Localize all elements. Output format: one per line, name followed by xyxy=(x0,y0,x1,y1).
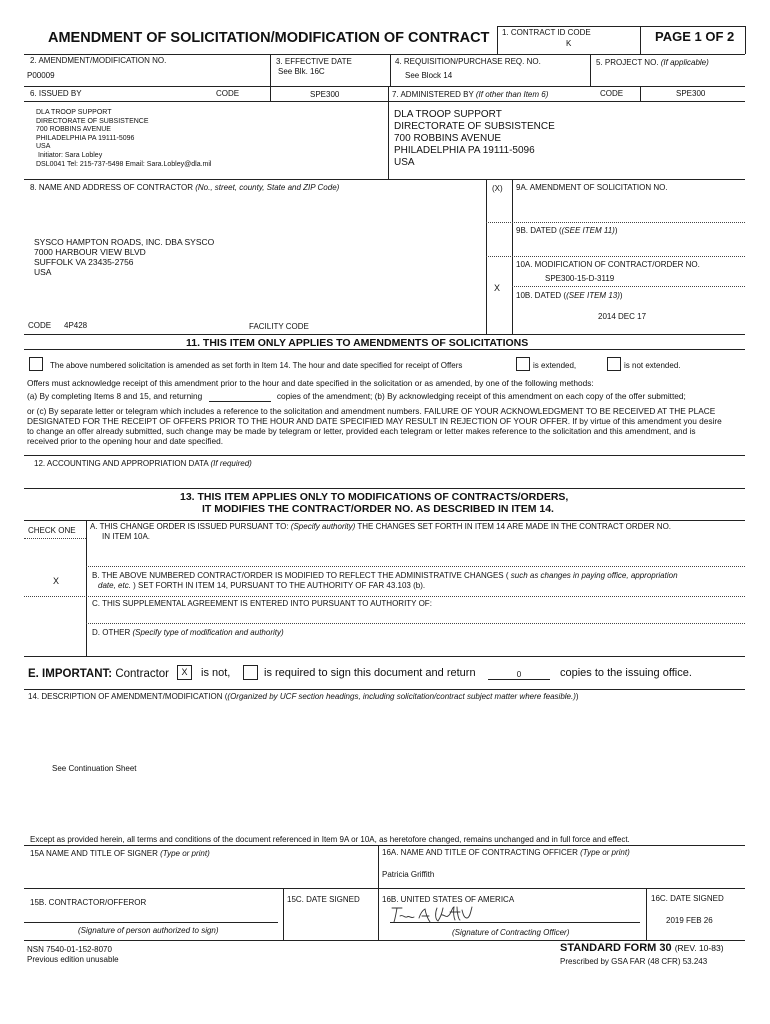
block-9a-label: 9A. AMENDMENT OF SOLICITATION NO. xyxy=(516,183,668,192)
is-not-checkbox[interactable]: X xyxy=(177,665,192,680)
item-13b-line-1: B. THE ABOVE NUMBERED CONTRACT/ORDER IS MODIFIED TO REFLECT THE ADMINISTRATIVE CHANGES ( such as changes in paying office, appropriation xyxy=(92,571,678,580)
extended-checkbox[interactable] xyxy=(516,357,530,371)
officer-date-signed-label: 16C. DATE SIGNED xyxy=(651,894,724,903)
contractor-address: SYSCO HAMPTON ROADS, INC. DBA SYSCO 7000 HARBOUR VIEW BLVD SUFFOLK VA 23435-2756 USA xyxy=(34,237,215,277)
item-13d-label: D. OTHER (Specify type of modification and authority) xyxy=(92,628,284,637)
except-statement: Except as provided herein, all terms and conditions of the document referenced in Item 9A or 10A, as heretofore changed, remains unchanged and in full force and effect. xyxy=(30,835,630,844)
item-13c-label: C. THIS SUPPLEMENTAL AGREEMENT IS ENTERED INTO PURSUANT TO AUTHORITY OF: xyxy=(92,599,432,608)
item-13b-line-2: date, etc. ) SET FORTH IN ITEM 14, PURSUANT TO THE AUTHORITY OF FAR 43.103 (b). xyxy=(98,581,426,590)
item-13a-line-2: IN ITEM 10A. xyxy=(102,532,151,541)
contractor-code-value: 4P428 xyxy=(64,321,88,330)
officer-signature-caption: (Signature of Contracting Officer) xyxy=(452,928,570,937)
effective-date-value: See Blk. 16C xyxy=(278,67,325,76)
amendment-no-value: P00009 xyxy=(27,71,55,80)
contract-id-value: K xyxy=(566,39,572,48)
contractor-signature-caption: (Signature of person authorized to sign) xyxy=(78,926,219,935)
contractor-code-label: CODE xyxy=(28,321,52,330)
item-11-checkbox[interactable] xyxy=(29,357,43,371)
project-no-label: 5. PROJECT NO. (If applicable) xyxy=(596,58,709,67)
requisition-label: 4. REQUISITION/PURCHASE REQ. NO. xyxy=(395,57,541,66)
copies-count[interactable]: 0 xyxy=(488,670,550,680)
officer-signature xyxy=(388,904,484,926)
x-column-label: (X) xyxy=(492,184,503,193)
item-13b-x-mark: X xyxy=(53,576,60,586)
accounting-data-label: 12. ACCOUNTING AND APPROPRIATION DATA (If required) xyxy=(34,459,252,468)
not-extended-label: is not extended. xyxy=(624,361,681,370)
signer-name-label: 15A NAME AND TITLE OF SIGNER (Type or print) xyxy=(30,849,210,858)
issued-by-label: 6. ISSUED BY xyxy=(30,89,82,98)
previous-edition-note: Previous edition unusable xyxy=(27,955,119,964)
item-13a-line-1: A. THIS CHANGE ORDER IS ISSUED PURSUANT TO: (Specify authority) THE CHANGES SET FORTH IN ITEM 14 ARE MADE IN THE CONTRACT ORDER NO. xyxy=(90,522,672,531)
issued-by-address: DLA TROOP SUPPORT DIRECTORATE OF SUBSISTENCE 700 ROBBINS AVENUE PHILADELPHIA PA 19111-5096 USA Initiator: Sara Lobley DSL0041 Tel: 215-737-5498 Email: Sara.Lobley@dla.mil xyxy=(36,109,212,168)
officer-name-label: 16A. NAME AND TITLE OF CONTRACTING OFFICER (Type or print) xyxy=(382,848,630,857)
block-10a-label: 10A. MODIFICATION OF CONTRACT/ORDER NO. xyxy=(516,260,700,269)
page-number: PAGE 1 OF 2 xyxy=(655,29,735,44)
amendment-no-label: 2. AMENDMENT/MODIFICATION NO. xyxy=(30,56,167,65)
item-11-title: 11. THIS ITEM ONLY APPLIES TO AMENDMENTS OF SOLICITATIONS xyxy=(186,337,529,349)
block-10b-label: 10B. DATED ((SEE ITEM 13)) xyxy=(516,291,623,300)
form-title: AMENDMENT OF SOLICITATION/MODIFICATION OF CONTRACT xyxy=(48,30,490,46)
administered-by-address: DLA TROOP SUPPORT DIRECTORATE OF SUBSISTENCE 700 ROBBINS AVENUE PHILADELPHIA PA 19111-5096 USA xyxy=(394,109,555,168)
item-11-line-1: The above numbered solicitation is amended as set forth in Item 14. The hour and date specified for receipt of Offers xyxy=(50,361,463,370)
block-10b-value: 2014 DEC 17 xyxy=(598,312,647,321)
block-9b-label: 9B. DATED ((SEE ITEM 11)) xyxy=(516,226,618,235)
contractor-offeror-label: 15B. CONTRACTOR/OFFEROR xyxy=(30,898,147,907)
check-one-label: CHECK ONE xyxy=(28,526,76,535)
united-states-label: 16B. UNITED STATES OF AMERICA xyxy=(382,895,515,904)
copies-text: copies to the issuing office. xyxy=(560,667,692,679)
description-label: 14. DESCRIPTION OF AMENDMENT/MODIFICATION ((Organized by UCF section headings, including solicitation/contract subject matter where feasible.)) xyxy=(28,692,579,701)
extended-label: is extended, xyxy=(533,361,577,370)
administered-code-label: CODE xyxy=(600,89,624,98)
facility-code-label: FACILITY CODE xyxy=(249,322,309,331)
contractor-date-signed-label: 15C. DATE SIGNED xyxy=(287,895,360,904)
is-required-label: is required to sign this document and return xyxy=(264,667,476,679)
item-11-paragraph: or (c) By separate letter or telegram which includes a reference to the solicitation and amendment numbers. FAILURE OF YOUR ACKNOWLEDGMENT TO BE RECEIVED AT THE PLACE DESIGNATED FOR THE RECEIPT OF OFFERS PRIOR TO THE HOUR AND DATE SPECIFIED MAY RESULT IN REJECTION OF YOUR OFFER. If by virtue of this amendment you desire to change an offer already submitted, such change may be made by telegram or letter, provided each telegram or letter makes reference to the solicitation and this amendment, and is received prior to the opening hour and date specified. xyxy=(27,406,722,446)
block-10a-value: SPE300-15-D-3119 xyxy=(545,274,615,283)
contract-id-label: 1. CONTRACT ID CODE xyxy=(502,28,591,37)
item-13-title-1: 13. THIS ITEM APPLIES ONLY TO MODIFICATIONS OF CONTRACTS/ORDERS, xyxy=(180,491,569,503)
officer-name: Patricia Griffith xyxy=(382,870,435,879)
effective-date-label: 3. EFFECTIVE DATE xyxy=(276,57,352,66)
administered-code-value: SPE300 xyxy=(676,89,706,98)
standard-form-label: STANDARD FORM 30 (REV. 10-83) xyxy=(560,942,724,954)
is-required-checkbox[interactable] xyxy=(243,665,258,680)
contractor-label: 8. NAME AND ADDRESS OF CONTRACTOR (No., street, county, State and ZIP Code) xyxy=(30,183,340,192)
prescribed-by: Prescribed by GSA FAR (48 CFR) 53.243 xyxy=(560,957,708,966)
item-13-title-2: IT MODIFIES THE CONTRACT/ORDER NO. AS DESCRIBED IN ITEM 14. xyxy=(202,503,554,515)
requisition-value: See Block 14 xyxy=(405,71,453,80)
issued-code-label: CODE xyxy=(216,89,240,98)
administered-by-label: 7. ADMINISTERED BY (If other than Item 6) xyxy=(392,90,549,99)
nsn-number: NSN 7540-01-152-8070 xyxy=(27,945,112,954)
item-11-line-2: Offers must acknowledge receipt of this amendment prior to the hour and date specified in the solicitation or as amended, by one of the following methods: xyxy=(27,378,594,388)
issued-code-value: SPE300 xyxy=(310,90,340,99)
description-content: See Continuation Sheet xyxy=(52,764,137,773)
is-not-label: is not, xyxy=(201,667,231,679)
not-extended-checkbox[interactable] xyxy=(607,357,621,371)
block-10-x-mark: X xyxy=(494,283,501,293)
item-11-line-3: (a) By completing Items 8 and 15, and returning copies of the amendment; (b) By acknowledging receipt of this amendment on each copy of the offer submitted; xyxy=(27,391,686,401)
important-label: E. IMPORTANT: Contractor xyxy=(28,668,170,680)
officer-date-signed: 2019 FEB 26 xyxy=(666,916,713,925)
